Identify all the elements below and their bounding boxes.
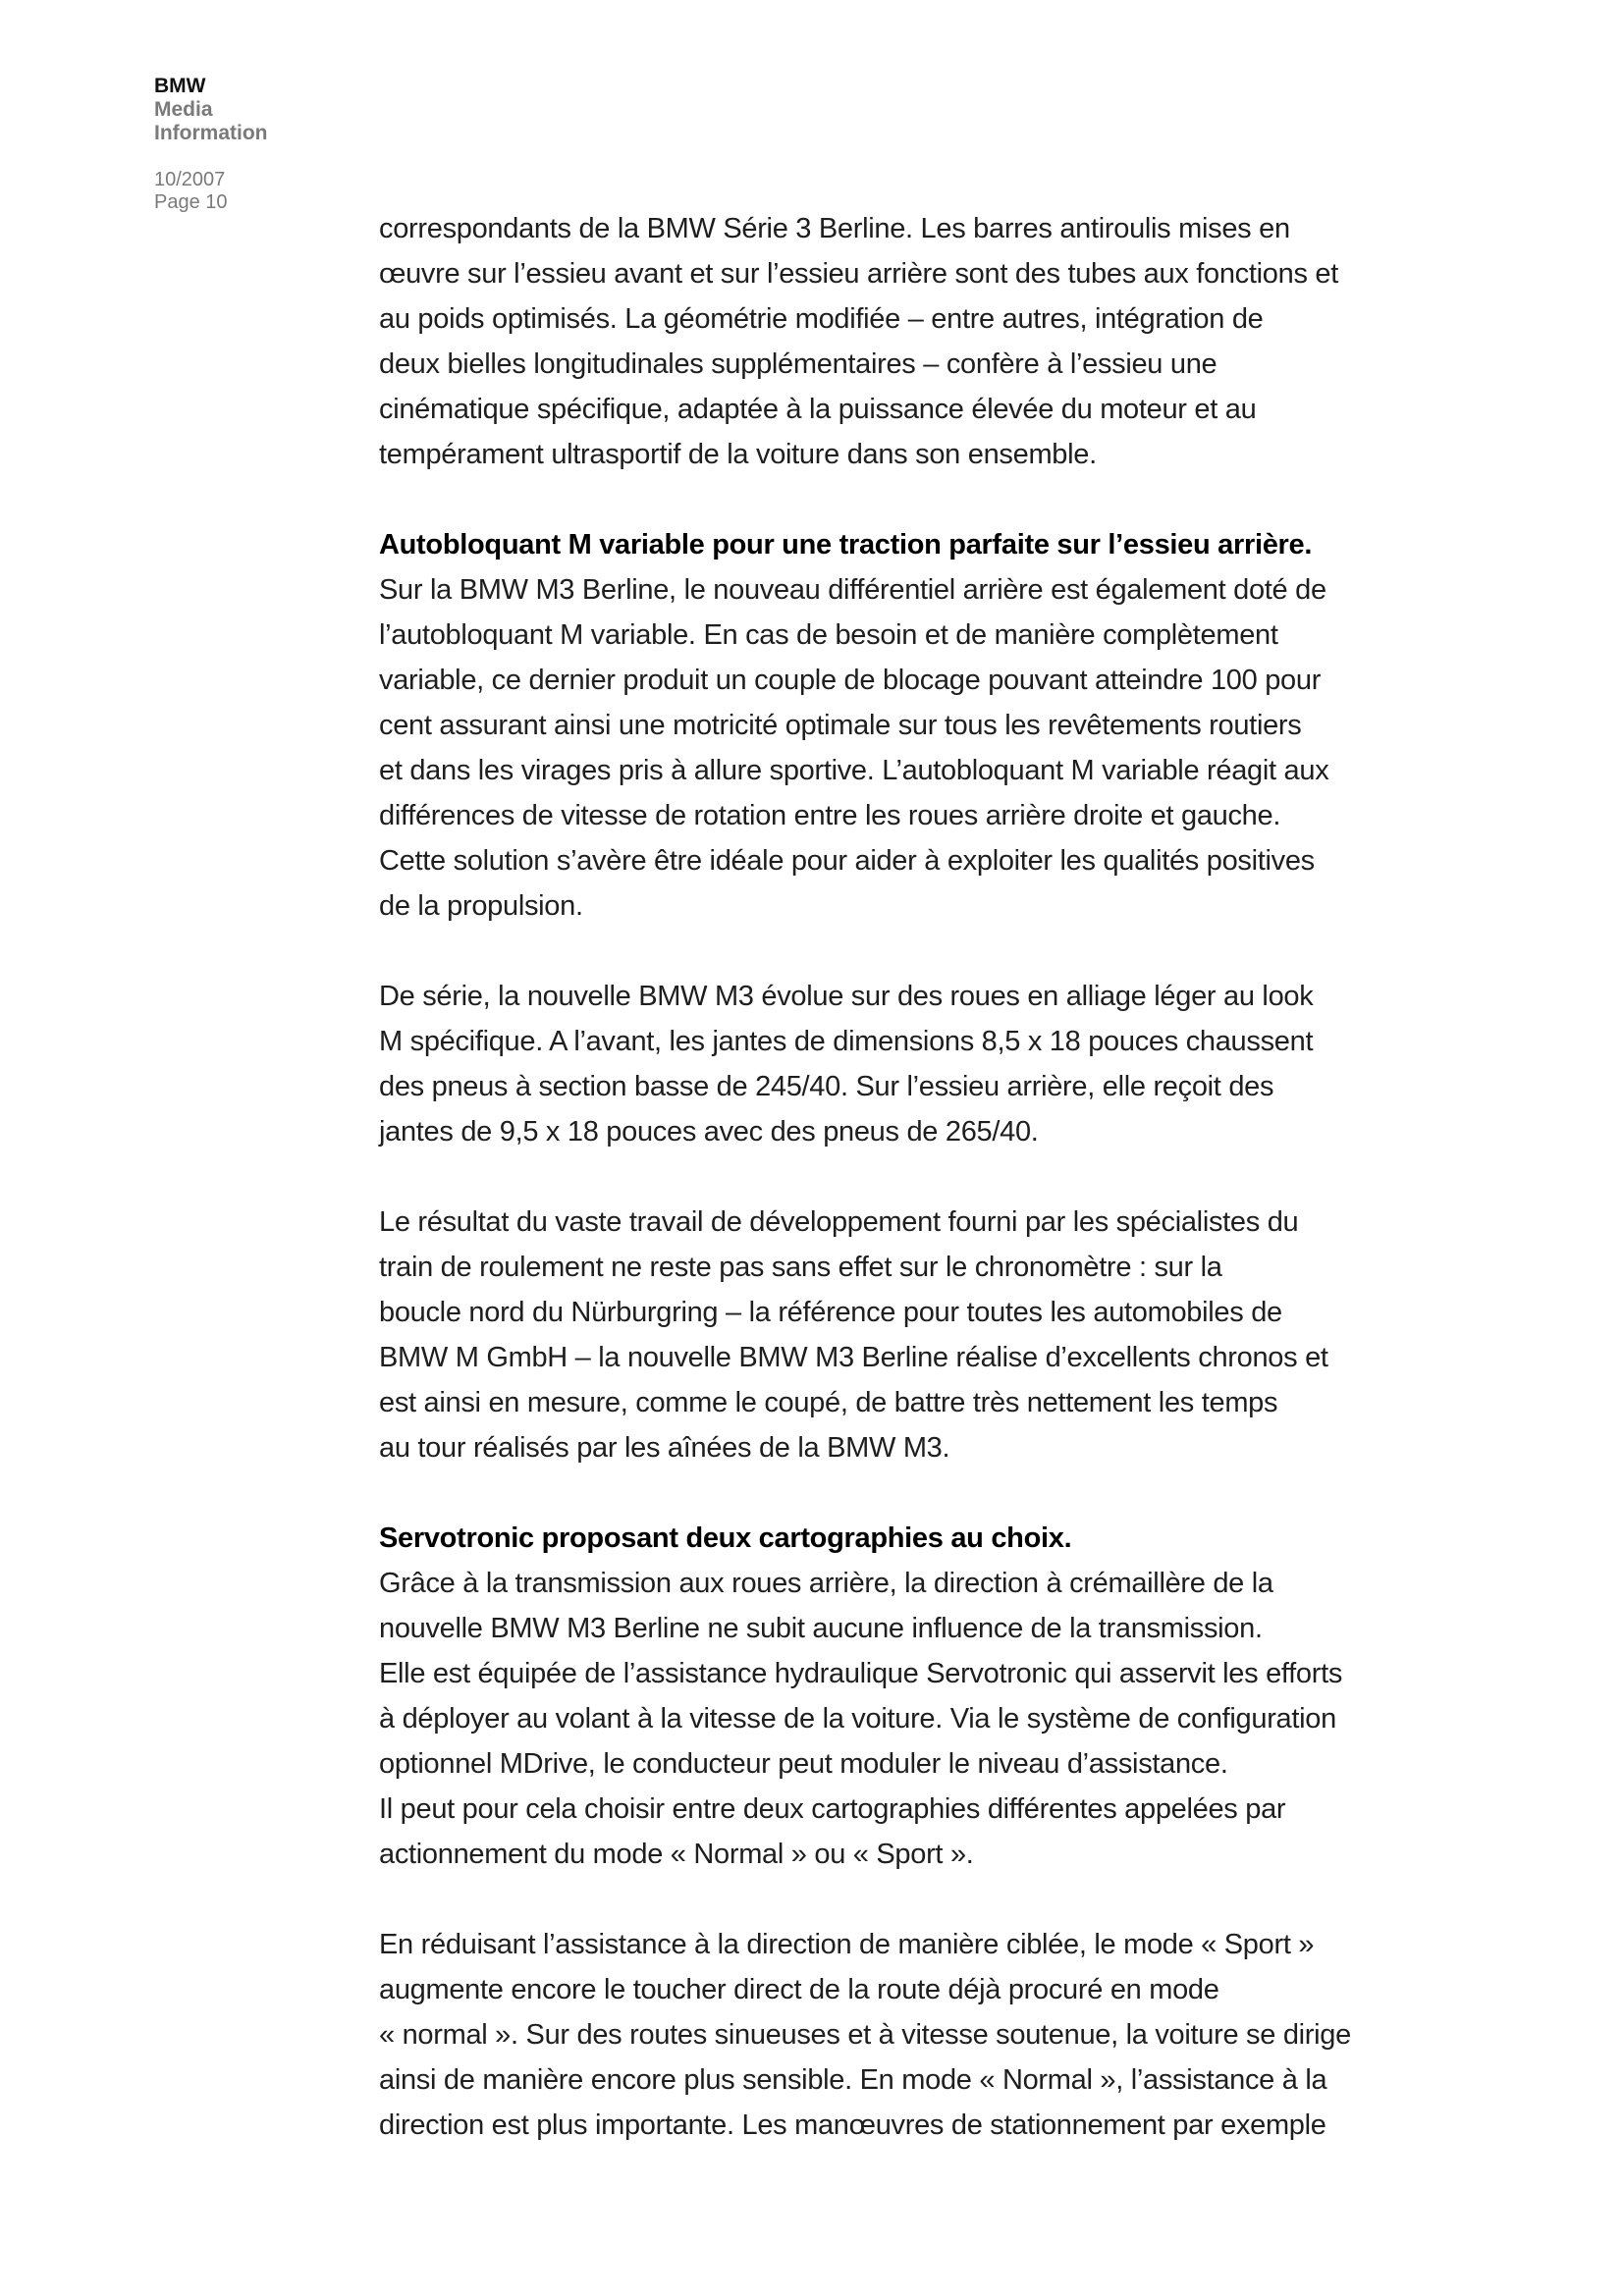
text-line: Cette solution s’avère être idéale pour aider à exploiter les qualités positives	[379, 845, 1315, 877]
text-line: à déployer au volant à la vitesse de la voiture. Via le système de configuration	[379, 1703, 1336, 1735]
text-line: boucle nord du Nürburgring – la référence pour toutes les automobiles de	[379, 1297, 1282, 1328]
text-line: ainsi de manière encore plus sensible. En mode « Normal », l’assistance à la	[379, 2064, 1327, 2096]
text-line: œuvre sur l’essieu avant et sur l’essieu arrière sont des tubes aux fonctions et	[379, 258, 1338, 290]
text-line: Il peut pour cela choisir entre deux cartographies différentes appelées par	[379, 1793, 1286, 1825]
text-line: jantes de 9,5 x 18 pouces avec des pneus de 265/40.	[379, 1116, 1039, 1148]
text-line: des pneus à section basse de 245/40. Sur l’essieu arrière, elle reçoit des	[379, 1071, 1274, 1102]
text-line: cent assurant ainsi une motricité optimale sur tous les revêtements routiers	[379, 710, 1302, 741]
text-line: actionnement du mode « Normal » ou « Sport ».	[379, 1839, 974, 1870]
text-line: Le résultat du vaste travail de développement fourni par les spécialistes du	[379, 1206, 1299, 1238]
text-line: En réduisant l’assistance à la direction de manière ciblée, le mode « Sport »	[379, 1929, 1315, 1960]
text-line: M spécifique. A l’avant, les jantes de dimensions 8,5 x 18 pouces chaussent	[379, 1026, 1314, 1057]
text-line: correspondants de la BMW Série 3 Berline. Les barres antiroulis mises en	[379, 213, 1290, 244]
text-line: deux bielles longitudinales supplémentaires – confère à l’essieu une	[379, 348, 1217, 380]
text-line: nouvelle BMW M3 Berline ne subit aucune influence de la transmission.	[379, 1613, 1263, 1644]
text-line: tempérament ultrasportif de la voiture dans son ensemble.	[379, 439, 1097, 470]
text-line: de la propulsion.	[379, 890, 583, 922]
document-header	[154, 75, 351, 214]
header-information: Information	[154, 122, 268, 144]
header-media: Media	[154, 98, 213, 121]
text-line: au tour réalisés par les aînées de la BMW M3.	[379, 1432, 950, 1464]
paragraph-sport-mode	[379, 1922, 1420, 2148]
section-heading-servotronic: Servotronic proposant deux cartographies au choix.	[379, 1522, 1072, 1554]
text-line: différences de vitesse de rotation entre les roues arrière droite et gauche.	[379, 800, 1281, 831]
text-line: train de roulement ne reste pas sans effet sur le chronomètre : sur la	[379, 1252, 1222, 1283]
text-line: et dans les virages pris à allure sportive. L’autobloquant M variable réagit aux	[379, 755, 1329, 786]
text-line: optionnel MDrive, le conducteur peut moduler le niveau d’assistance.	[379, 1748, 1228, 1780]
text-line: Sur la BMW M3 Berline, le nouveau différentiel arrière est également doté de	[379, 574, 1326, 606]
document-body	[379, 206, 1420, 2148]
text-line: Grâce à la transmission aux roues arrière, la direction à crémaillère de la	[379, 1568, 1273, 1599]
header-meta	[154, 169, 351, 214]
paragraph-suspension	[379, 206, 1420, 477]
text-line: variable, ce dernier produit un couple de blocage pouvant atteindre 100 pour	[379, 665, 1322, 696]
paragraph-servotronic	[379, 1516, 1420, 1877]
text-line: direction est plus importante. Les manœuvres de stationnement par exemple	[379, 2109, 1326, 2141]
text-line: De série, la nouvelle BMW M3 évolue sur des roues en alliage léger au look	[379, 981, 1314, 1012]
brand-name: BMW	[154, 75, 206, 97]
text-line: Elle est équipée de l’assistance hydraulique Servotronic qui asservit les efforts	[379, 1658, 1343, 1689]
text-line: est ainsi en mesure, comme le coupé, de battre très nettement les temps	[379, 1387, 1278, 1418]
text-line: au poids optimisés. La géométrie modifiée – entre autres, intégration de	[379, 303, 1264, 335]
text-line: l’autobloquant M variable. En cas de besoin et de manière complètement	[379, 619, 1278, 651]
paragraph-differential	[379, 522, 1420, 929]
paragraph-wheels	[379, 974, 1420, 1154]
text-line: BMW M GmbH – la nouvelle BMW M3 Berline réalise d’excellents chronos et	[379, 1342, 1328, 1373]
text-line: augmente encore le toucher direct de la route déjà procuré en mode	[379, 1974, 1219, 2005]
text-line: cinématique spécifique, adaptée à la puissance élevée du moteur et au	[379, 394, 1257, 425]
paragraph-nurburgring	[379, 1200, 1420, 1470]
header-page-number: Page 10	[154, 191, 228, 213]
text-line: « normal ». Sur des routes sinueuses et à vitesse soutenue, la voiture se dirige	[379, 2019, 1351, 2051]
header-date: 10/2007	[154, 169, 226, 190]
section-heading-differential: Autobloquant M variable pour une traction parfaite sur l’essieu arrière.	[379, 529, 1313, 561]
